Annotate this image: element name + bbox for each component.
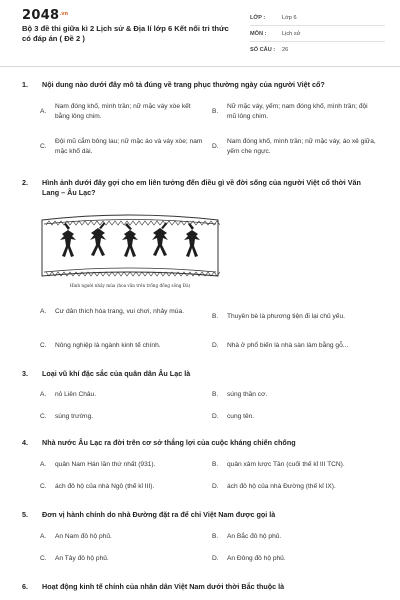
option-letter: C. bbox=[40, 142, 47, 150]
option-d[interactable] bbox=[212, 554, 377, 564]
question-header bbox=[22, 178, 378, 198]
option-letter: B. bbox=[212, 107, 219, 115]
option-text: An Nam đô hộ phủ. bbox=[55, 533, 112, 540]
option-letter: A. bbox=[40, 391, 47, 398]
option-letter: A. bbox=[40, 107, 47, 115]
option-text: Nhà ở phổ biến là nhà sàn làm bằng gỗ... bbox=[227, 342, 349, 349]
option-text: Nam đóng khố, mình trần; nữ mặc váy xòe kết bằng lông chim. bbox=[55, 103, 191, 120]
meta-label: LỚP : bbox=[250, 14, 266, 21]
question-text: Nhà nước Âu Lạc ra đời trên cơ sở thắng lợi của cuộc kháng chiến chống bbox=[42, 438, 296, 447]
option-letter: B. bbox=[212, 461, 219, 468]
option-c[interactable] bbox=[40, 482, 205, 492]
option-text: súng thần cơ. bbox=[227, 391, 268, 398]
question-1 bbox=[22, 80, 378, 90]
option-d[interactable] bbox=[212, 137, 377, 156]
option-letter: D. bbox=[212, 413, 219, 420]
question-number: 3. bbox=[22, 369, 28, 378]
option-c[interactable] bbox=[40, 137, 205, 156]
option-letter: B. bbox=[212, 391, 219, 398]
option-letter: C. bbox=[40, 483, 47, 490]
option-a[interactable] bbox=[40, 307, 205, 317]
site-logo[interactable] bbox=[22, 8, 68, 23]
dancing-people-illustration bbox=[40, 212, 220, 282]
option-b[interactable] bbox=[212, 312, 377, 322]
option-letter: B. bbox=[212, 533, 219, 540]
option-text: Nông nghiệp là ngành kinh tế chính. bbox=[55, 342, 161, 349]
meta-label: MÔN : bbox=[250, 30, 267, 37]
option-a[interactable] bbox=[40, 102, 205, 121]
question-text: Hoạt động kinh tế chính của nhân dân Việt Nam dưới thời Bắc thuộc là bbox=[42, 582, 285, 591]
option-a[interactable] bbox=[40, 532, 205, 542]
logo-text: 2048 bbox=[22, 8, 60, 23]
question-header bbox=[22, 438, 378, 448]
option-d[interactable] bbox=[212, 341, 377, 351]
option-text: ách đô hộ của nhà Đường (thế kỉ IX). bbox=[227, 483, 336, 490]
question-number: 4. bbox=[22, 438, 28, 447]
option-b[interactable] bbox=[212, 390, 377, 400]
question-header bbox=[22, 369, 378, 379]
option-b[interactable] bbox=[212, 102, 377, 121]
logo-suffix: .vn bbox=[59, 11, 69, 17]
meta-row-subject bbox=[250, 26, 385, 42]
option-text: An Đông đô hộ phủ. bbox=[227, 555, 286, 562]
option-text: Nam đóng khố, mình trần; nữ mặc váy, áo xẻ giữa, yếm che ngực. bbox=[227, 138, 376, 155]
question-text: Hình ảnh dưới đây gợi cho em liên tưởng đến điều gì về đời sống của người Việt cổ thời Văn Lang – Âu Lạc? bbox=[42, 178, 361, 197]
option-c[interactable] bbox=[40, 412, 205, 422]
question-5 bbox=[22, 510, 378, 520]
option-text: Đội mũ cắm bông lau; nữ mặc áo và váy xòe; nam mặc khố dài. bbox=[55, 138, 203, 155]
option-letter: A. bbox=[40, 308, 47, 315]
question-6 bbox=[22, 582, 378, 592]
option-letter: A. bbox=[40, 461, 47, 468]
question-number: 1. bbox=[22, 80, 28, 89]
question-3 bbox=[22, 369, 378, 379]
option-text: An Bắc đô hộ phủ. bbox=[227, 533, 282, 540]
question-4 bbox=[22, 438, 378, 448]
option-letter: B. bbox=[212, 313, 219, 320]
document-meta bbox=[250, 10, 385, 57]
option-text: súng trường. bbox=[55, 413, 94, 420]
document-title: Bộ 3 đề thi giữa kì 2 Lịch sử & Địa lí lớp 6 Kết nối tri thức có đáp án ( Đề 2 ) bbox=[22, 24, 229, 43]
meta-value: 26 bbox=[282, 46, 289, 53]
question-number: 5. bbox=[22, 510, 28, 519]
question-number: 2. bbox=[22, 178, 28, 187]
option-text: An Tây đô hộ phủ. bbox=[55, 555, 109, 562]
option-text: nỏ Liên Châu. bbox=[55, 391, 97, 398]
option-text: cung tên. bbox=[227, 413, 255, 420]
option-text: quân xâm lược Tần (cuối thế kỉ III TCN). bbox=[227, 461, 345, 468]
question-text: Loại vũ khí đặc sắc của quân dân Âu Lạc là bbox=[42, 369, 191, 378]
question-header bbox=[22, 510, 378, 520]
option-b[interactable] bbox=[212, 532, 377, 542]
option-text: Thuyền bè là phương tiện đi lại chủ yếu. bbox=[227, 313, 345, 320]
meta-row-grade bbox=[250, 10, 385, 26]
option-a[interactable] bbox=[40, 460, 205, 470]
option-letter: A. bbox=[40, 533, 47, 540]
question-2 bbox=[22, 178, 378, 198]
question-text: Đơn vị hành chính do nhà Đường đặt ra để chỉ Việt Nam được gọi là bbox=[42, 510, 276, 519]
question-text: Nội dung nào dưới đây mô tả đúng về trang phục thường ngày của người Việt cổ? bbox=[42, 80, 325, 89]
option-text: Cư dân thích hóa trang, vui chơi, nhảy múa. bbox=[55, 308, 184, 315]
meta-row-count bbox=[250, 42, 385, 57]
option-a[interactable] bbox=[40, 390, 205, 400]
option-c[interactable] bbox=[40, 341, 205, 351]
option-text: Nữ mặc váy, yếm; nam đóng khố, mình trần; đội mũ lông chim. bbox=[227, 103, 368, 120]
page-header bbox=[0, 0, 400, 67]
option-text: quân Nam Hán lần thứ nhất (931). bbox=[55, 461, 156, 468]
option-letter: D. bbox=[212, 555, 219, 562]
question-header bbox=[22, 80, 378, 90]
option-d[interactable] bbox=[212, 482, 377, 492]
option-c[interactable] bbox=[40, 554, 205, 564]
figure-caption: Hình người nhảy múa (hoa văn trên trống đồng sông Đà) bbox=[69, 283, 191, 288]
option-letter: D. bbox=[212, 142, 219, 150]
option-letter: C. bbox=[40, 413, 47, 420]
meta-value: Lớp 6 bbox=[282, 14, 297, 21]
option-letter: C. bbox=[40, 555, 47, 562]
meta-value: Lịch sử bbox=[282, 30, 301, 37]
option-d[interactable] bbox=[212, 412, 377, 422]
option-letter: D. bbox=[212, 342, 219, 349]
option-b[interactable] bbox=[212, 460, 377, 470]
option-text: ách đô hộ của nhà Ngô (thế kỉ III). bbox=[55, 483, 155, 490]
meta-label: SỐ CÂU : bbox=[250, 46, 276, 53]
question-number: 6. bbox=[22, 582, 28, 591]
question-header bbox=[22, 582, 378, 592]
option-letter: D. bbox=[212, 483, 219, 490]
option-letter: C. bbox=[40, 342, 47, 349]
